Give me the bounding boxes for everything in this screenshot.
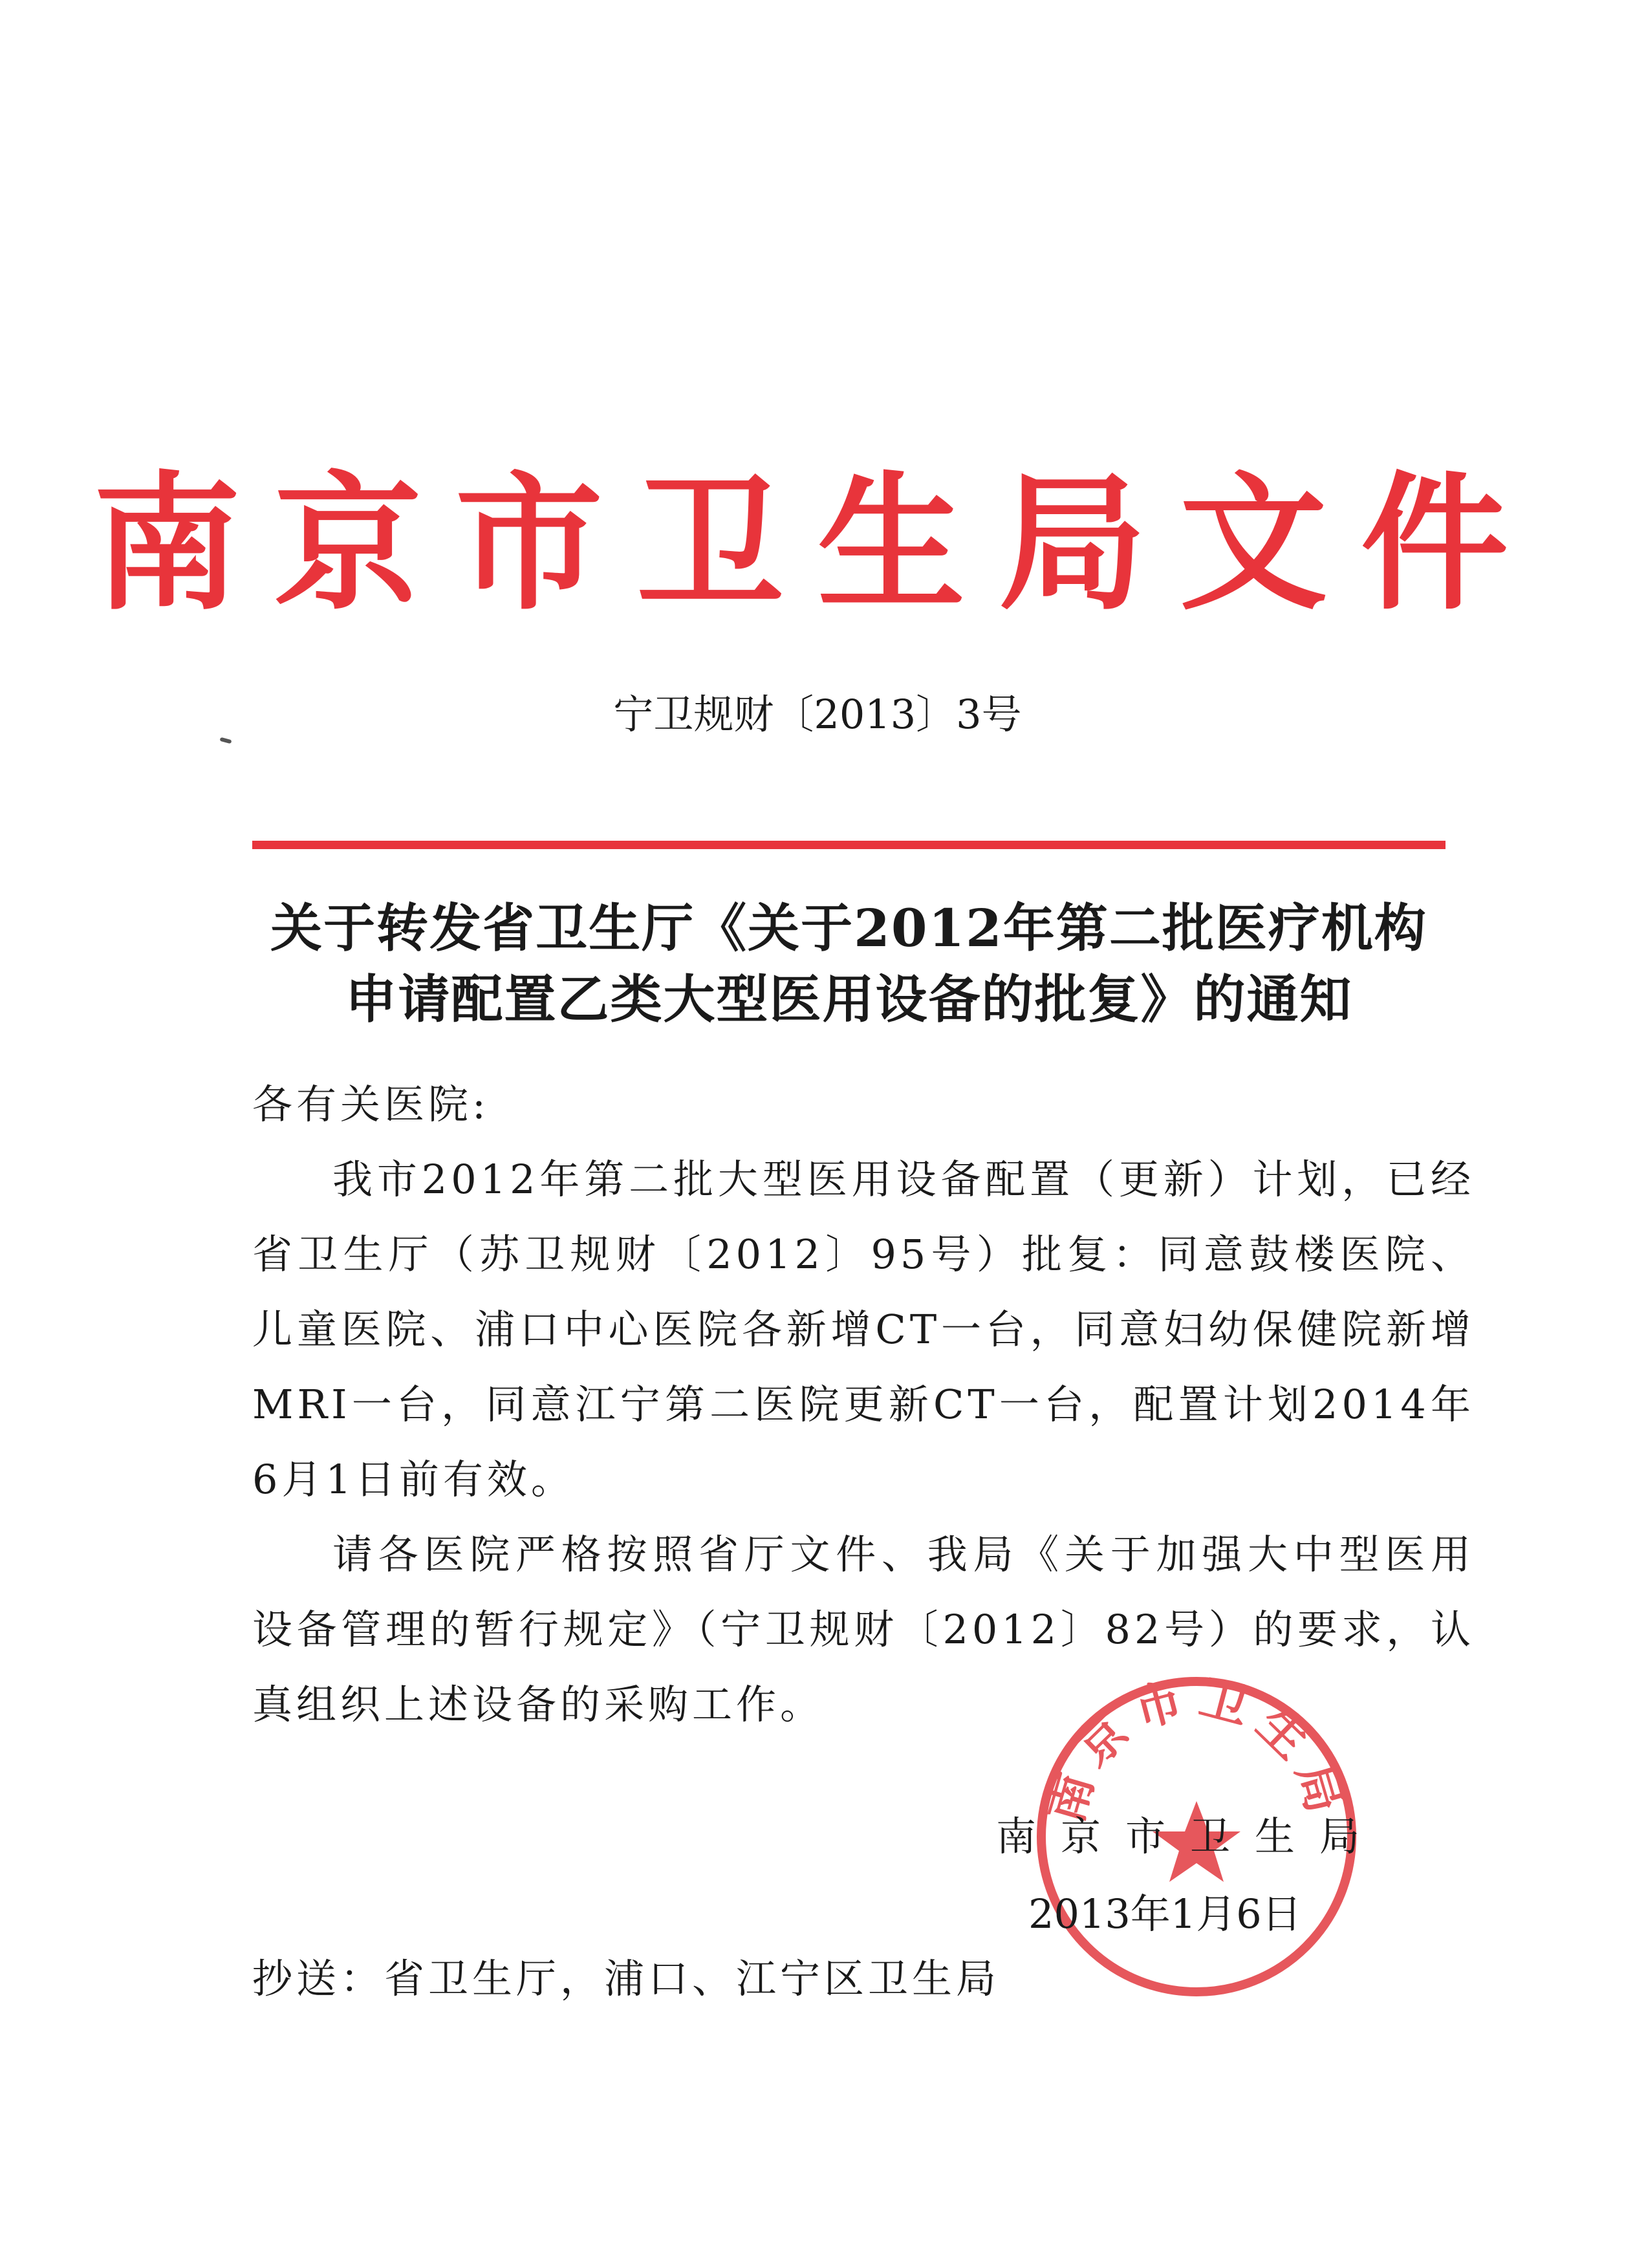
notice-title-line-1: 关于转发省卫生厅《关于2012年第二批医疗机构 bbox=[270, 898, 1427, 958]
red-divider-line bbox=[252, 841, 1446, 849]
body-paragraph-1: 我市2012年第二批大型医用设备配置（更新）计划，已经省卫生厅（苏卫规财〔2012〕95号）批复：同意鼓楼医院、儿童医院、浦口中心医院各新增CT一台，同意妇幼保健院新增MRI一台，同意江宁第二医院更新CT一台，配置计划2014年6月1日前有效。 bbox=[252, 1156, 1475, 1503]
document-number: 宁卫规财〔2013〕3号 bbox=[613, 691, 1022, 738]
issuer-signature: 南京市卫生局 bbox=[996, 1813, 1385, 1860]
notice-title bbox=[220, 892, 1478, 1035]
cc-recipients: 抄送：省卫生厅，浦口、江宁区卫生局 bbox=[252, 1955, 1001, 2002]
salutation: 各有关医院: bbox=[252, 1081, 490, 1128]
masthead-title: 南京市卫生局文件 bbox=[93, 457, 1542, 630]
body-paragraph-2: 请各医院严格按照省厅文件、我局《关于加强大中型医用设备管理的暂行规定》（宁卫规财〔2012〕82号）的要求，认真组织上述设备的采购工作。 bbox=[252, 1531, 1475, 1728]
notice-body bbox=[252, 1067, 1475, 1742]
notice-title-line-2: 申请配置乙类大型医用设备的批复》的通知 bbox=[345, 969, 1353, 1030]
issue-date: 2013年1月6日 bbox=[1028, 1890, 1302, 1938]
seal-text: 南京市卫生局 bbox=[1037, 1670, 1356, 1829]
